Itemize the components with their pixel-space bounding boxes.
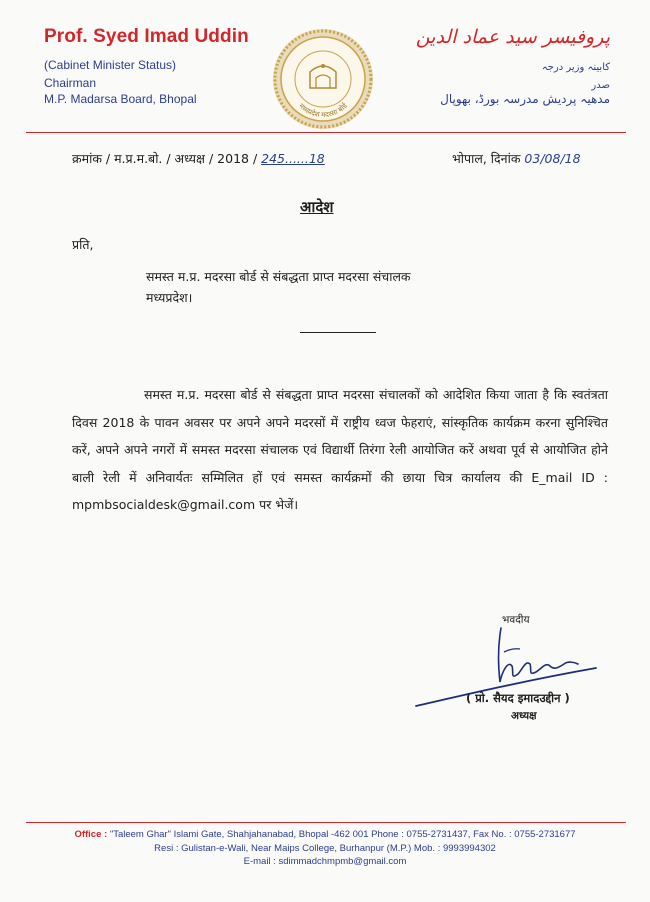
place-date-label: भोपाल, दिनांक <box>452 151 525 166</box>
reference-handwritten: 245......18 <box>261 151 325 166</box>
footer-email: E-mail : sdimmadchmpmb@gmail.com <box>243 856 407 867</box>
footer-office-label: Office : <box>74 829 108 840</box>
addressee-line-2: मध्यप्रदेश। <box>146 290 193 305</box>
order-body: समस्त म.प्र. मदरसा बोर्ड से संबद्धता प्राप्त मदरसा संचालकों को आदेशित किया जाता है कि स्वतंत्रता दिवस 2018 के पावन अवसर पर अपने अपने मदरसों में राष्ट्रीय ध्वज फेहराएं, सांस्कृतिक कार्यक्रम करना सुनिश्चित करें, अपने अपने नगरों में समस्त मदरसा संचालक एवं विद्यार्थी तिरंगा रेली आयोजित करें अथवा पूर्व से आयोजित होने बाली रेली में अनिवार्यतः सम्मिलित हों एवं समस्त कार्यक्रमों की छाया चित्र कार्यालय की E_mail ID : mpmbsocialdesk@gmail.com पर भेजें। <box>72 387 608 512</box>
letterhead-org: M.P. Madarsa Board, Bhopal <box>44 92 197 106</box>
footer-office <box>0 829 650 840</box>
header-divider <box>26 132 626 133</box>
footer-office-address: "Taleem Ghar" Islami Gate, Shahjahanabad, Bhopal -462 001 Phone : 0755-2731437, Fax No. : 0755-2731677 <box>107 829 576 840</box>
letterhead-urdu-role: صدر <box>591 80 610 91</box>
letterhead-name: Prof. Syed Imad Uddin <box>44 26 249 47</box>
reference-number <box>72 150 325 167</box>
letterhead-role: Chairman <box>44 76 97 90</box>
signatory-name: ( प्रो. सैयद इमादउद्दीन ) <box>466 691 570 705</box>
letterhead-urdu-org: مدھیہ پردیش مدرسہ بورڈ، بھوپال <box>440 92 610 106</box>
order-title: आदेश <box>300 198 334 216</box>
signatory-designation: अध्यक्ष <box>511 710 537 722</box>
letterhead-urdu-status: کابینہ وزیر درجہ <box>541 62 610 73</box>
reference-prefix: क्रमांक / म.प्र.म.बो. / अध्यक्ष / 2018 / <box>72 151 262 166</box>
madarsa-board-seal-logo <box>272 28 374 130</box>
addressee-line-1: समस्त म.प्र. मदरसा बोर्ड से संबद्धता प्राप्त मदरसा संचालक <box>146 269 411 284</box>
letterhead-urdu-name: پروفیسر سید عماد الدین <box>415 26 610 48</box>
letterhead-status: (Cabinet Minister Status) <box>44 58 177 72</box>
section-divider <box>300 332 376 333</box>
place-date <box>452 150 581 167</box>
handwritten-date: 03/08/18 <box>524 151 581 166</box>
footer-divider <box>26 822 626 823</box>
seal-text: मध्यप्रदेश मदरसा बोर्ड <box>297 101 349 120</box>
closing: भवदीय <box>502 614 530 626</box>
salutation: प्रति, <box>72 237 94 252</box>
footer-residence: Resi : Gulistan-e-Wali, Near Maips College, Burhanpur (M.P.) Mob. : 9993994302 <box>154 843 496 854</box>
